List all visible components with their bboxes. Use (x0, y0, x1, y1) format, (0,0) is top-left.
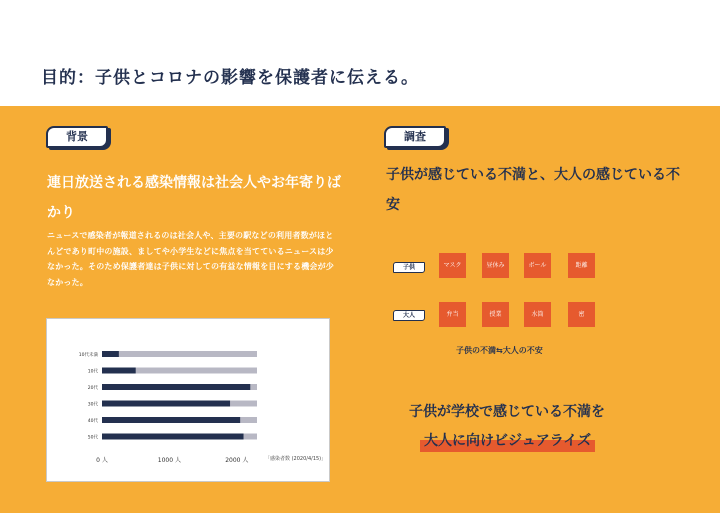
category-label: 50代 (87, 435, 98, 441)
child-item-box: 昼休み (482, 253, 509, 278)
chart-source: 「感染者数 (2020/4/15)」 (265, 456, 327, 462)
conclusion-highlight (424, 430, 591, 450)
background-heading: 連日放送される感染情報は社会人やお年寄りばかり (47, 175, 341, 221)
adult-item-box: 授業 (482, 302, 509, 327)
bar (102, 368, 136, 374)
survey-caption: 子供の不満⇆大人の不安 (456, 346, 543, 355)
child-item-box: マスク (439, 253, 466, 278)
bar-track (102, 351, 257, 357)
adult-item-box: 密 (568, 302, 595, 327)
category-label: 30代 (87, 402, 98, 408)
child-item-box: 距離 (568, 253, 595, 278)
conclusion-line-1: 子供が学校で感じている不満を (409, 404, 605, 420)
adult-item-box: 弁当 (439, 302, 466, 327)
x-tick-label: 0 人 (96, 457, 108, 464)
x-tick-label: 1000 人 (157, 457, 181, 464)
adult-item-box: 水筒 (524, 302, 551, 327)
infection-chart (46, 318, 330, 482)
category-label: 20代 (87, 386, 98, 391)
header-area (0, 0, 720, 106)
category-label: 10代未満 (78, 353, 98, 358)
bar (102, 417, 240, 423)
x-tick-label: 2000 人 (225, 457, 249, 464)
conclusion-line-2: 大人に向けビジュアライズ (424, 433, 592, 449)
tag-survey: 調査 (384, 126, 446, 148)
category-label: 40代 (87, 419, 98, 424)
bar (102, 434, 244, 440)
page-title: 目的：子供とコロナの影響を保護者に伝える。 (41, 68, 419, 88)
survey-heading: 子供が感じている不満と、大人の感じている不安 (386, 167, 680, 213)
child-item-box: ボール (524, 253, 551, 278)
background-paragraph: ニュースで感染者が報道されるのは社会人や、主要の駅などの利用者数がほとんどであり町中の施設、ましてや小学生などに焦点を当てているニュースは少なかった。そのため保護者達は子供に対しての有益な情報を目にする機会が少なかった。 (47, 231, 334, 287)
bar (102, 351, 119, 357)
bar (102, 401, 230, 407)
row-label-adults: 大人 (393, 310, 425, 321)
tag-background: 背景 (46, 126, 108, 148)
category-label: 10代 (87, 369, 98, 375)
row-label-children: 子供 (393, 262, 425, 273)
bar (102, 384, 250, 390)
